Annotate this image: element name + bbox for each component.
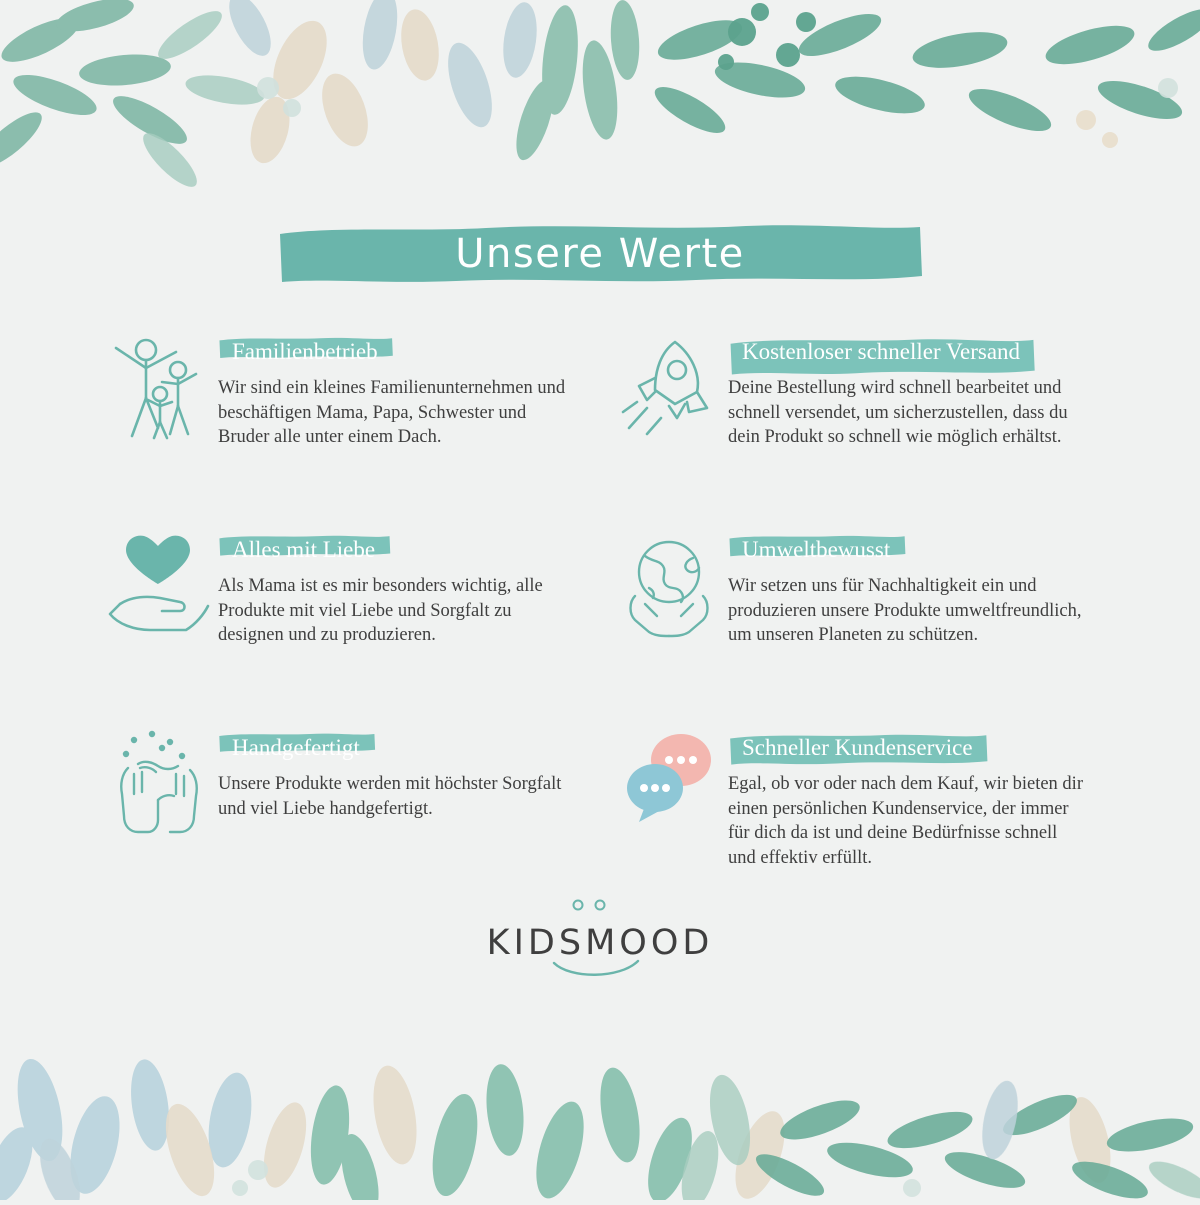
title-ribbon bbox=[276, 222, 924, 286]
heart-in-hand-icon bbox=[100, 528, 218, 648]
value-heading: Schneller Kundenservice bbox=[742, 735, 973, 760]
globe-in-hands-icon bbox=[610, 528, 728, 648]
chat-bubbles-icon bbox=[610, 726, 728, 846]
heading-ribbon bbox=[728, 732, 989, 764]
bottom-foliage-decoration bbox=[0, 960, 1200, 1200]
values-grid bbox=[100, 330, 1110, 870]
heading-ribbon bbox=[218, 534, 391, 566]
value-body: Wir sind ein kleines Familienunternehmen und beschäftigen Mama, Papa, Schwester und Bruder alle unter einem Dach. bbox=[218, 378, 566, 447]
value-block-liebe bbox=[100, 528, 610, 648]
value-content bbox=[218, 330, 578, 450]
value-body: Unsere Produkte werden mit höchster Sorgfalt und viel Liebe handgefertigt. bbox=[218, 774, 562, 819]
value-content bbox=[728, 726, 1083, 870]
value-body: Als Mama ist es mir besonders wichtig, alle Produkte mit viel Liebe und Sorgfalt zu designen und zu produzieren. bbox=[218, 576, 543, 645]
brand-logo bbox=[0, 895, 1200, 985]
value-content bbox=[728, 330, 1083, 450]
value-content bbox=[218, 726, 578, 821]
heading-ribbon bbox=[218, 732, 376, 764]
logo-text: KIDSMOOD bbox=[486, 923, 714, 963]
rocket-icon bbox=[610, 330, 728, 450]
value-heading: Handgefertigt bbox=[232, 735, 360, 760]
handmade-hands-icon bbox=[100, 726, 218, 846]
heading-ribbon bbox=[728, 336, 1036, 368]
value-heading: Familienbetrieb bbox=[232, 339, 378, 364]
family-icon bbox=[100, 330, 218, 450]
value-content bbox=[218, 528, 578, 648]
value-heading: Alles mit Liebe bbox=[232, 537, 376, 562]
value-block-versand bbox=[610, 330, 1110, 450]
value-body: Wir setzen uns für Nachhaltigkeit ein und produzieren unsere Produkte umweltfreundlich, um unseren Planeten zu schützen. bbox=[728, 576, 1082, 645]
value-heading: Umweltbewusst bbox=[742, 537, 891, 562]
top-foliage-decoration bbox=[0, 0, 1200, 230]
page-title-container bbox=[0, 222, 1200, 286]
values-row bbox=[100, 726, 1110, 870]
value-block-handgefertigt bbox=[100, 726, 610, 870]
values-row bbox=[100, 330, 1110, 450]
value-body: Egal, ob vor oder nach dem Kauf, wir bieten dir einen persönlichen Kundenservice, der immer für dich da ist und deine Bedürfnisse schnell und effektiv erfüllt. bbox=[728, 774, 1083, 868]
heading-ribbon bbox=[218, 336, 394, 368]
value-block-kundenservice bbox=[610, 726, 1110, 870]
heading-ribbon bbox=[728, 534, 906, 566]
value-block-umwelt bbox=[610, 528, 1110, 648]
value-heading: Kostenloser schneller Versand bbox=[742, 339, 1021, 364]
page-title: Unsere Werte bbox=[455, 231, 745, 277]
value-block-familienbetrieb bbox=[100, 330, 610, 450]
value-body: Deine Bestellung wird schnell bearbeitet und schnell versendet, um sicherzustellen, dass du dein Produkt so schnell wie möglich erhältst. bbox=[728, 378, 1068, 447]
values-row bbox=[100, 528, 1110, 648]
value-content bbox=[728, 528, 1083, 648]
